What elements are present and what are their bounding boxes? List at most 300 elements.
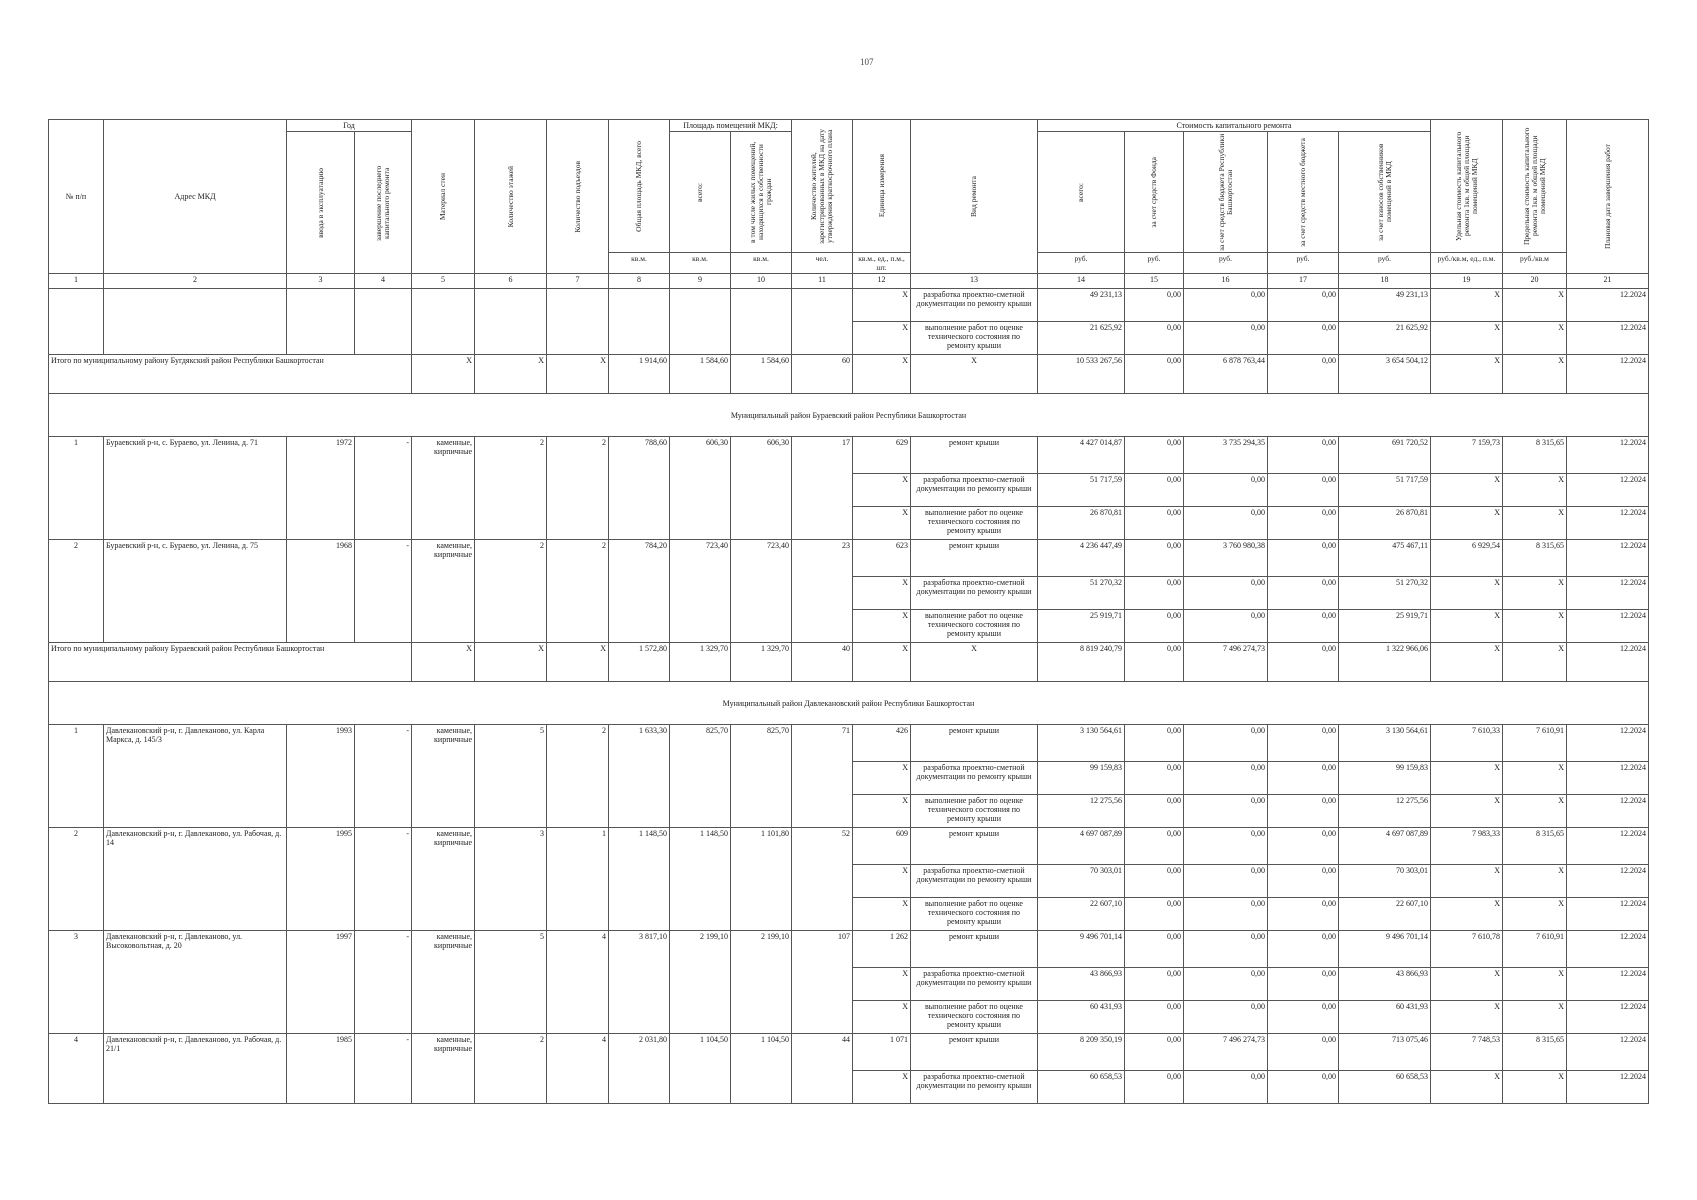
cost-republic: 0,00 xyxy=(1184,865,1268,898)
column-number: 2 xyxy=(104,274,287,289)
empty-cell xyxy=(287,289,355,355)
address: Давлекановский р-н, г. Давлеканово, ул. Высоковольтная, д. 20 xyxy=(104,931,287,1034)
cost-republic: 0,00 xyxy=(1184,898,1268,931)
residents: 60 xyxy=(792,355,853,394)
deadline: 12.2024 xyxy=(1567,437,1649,474)
cost-total: 51 270,32 xyxy=(1038,577,1125,610)
cost-total: 49 231,13 xyxy=(1038,289,1125,322)
x-mark: X xyxy=(1503,968,1567,1001)
unit-rub-per-unit: руб./кв.м, ед., п.м. xyxy=(1431,253,1503,274)
total-row xyxy=(49,643,1649,682)
x-mark: X xyxy=(1431,474,1503,507)
cost-total: 4 427 014,87 xyxy=(1038,437,1125,474)
x-mark: X xyxy=(1503,355,1567,394)
cost-republic: 6 878 763,44 xyxy=(1184,355,1268,394)
table-row xyxy=(49,1034,1649,1071)
empty-cell xyxy=(792,289,853,355)
cost-republic: 0,00 xyxy=(1184,795,1268,828)
residents: 52 xyxy=(792,828,853,931)
repair-type: разработка проектно-сметной документации по ремонту крыши xyxy=(911,968,1038,1001)
repair-type: выполнение работ по оценке технического состояния по ремонту крыши xyxy=(911,610,1038,643)
column-number: 1 xyxy=(49,274,104,289)
unit-cost: 6 929,54 xyxy=(1431,540,1503,577)
floors: 2 xyxy=(475,1034,547,1104)
cost-owners: 25 919,71 xyxy=(1339,610,1431,643)
total-area: 2 031,80 xyxy=(609,1034,670,1104)
deadline: 12.2024 xyxy=(1567,1034,1649,1071)
x-mark: X xyxy=(1431,577,1503,610)
cost-fund: 0,00 xyxy=(1125,437,1184,474)
year-commission: 1985 xyxy=(287,1034,355,1104)
cost-total: 8 209 350,19 xyxy=(1038,1034,1125,1071)
cost-owners: 3 130 564,61 xyxy=(1339,725,1431,762)
deadline: 12.2024 xyxy=(1567,762,1649,795)
column-number: 17 xyxy=(1268,274,1339,289)
deadline: 12.2024 xyxy=(1567,643,1649,682)
column-number: 13 xyxy=(911,274,1038,289)
cost-republic: 7 496 274,73 xyxy=(1184,1034,1268,1071)
cost-total: 9 496 701,14 xyxy=(1038,931,1125,968)
repair-type: выполнение работ по оценке технического состояния по ремонту крыши xyxy=(911,1001,1038,1034)
header-max-cost: Предельная стоимость капитального ремонта 1кв. м общей площади помещений МКД xyxy=(1521,127,1547,245)
unit-people: чел. xyxy=(792,253,853,274)
x-mark: X xyxy=(547,355,609,394)
max-cost: 8 315,65 xyxy=(1503,1034,1567,1071)
cost-local: 0,00 xyxy=(1268,355,1339,394)
wall-material: каменные, кирпичные xyxy=(412,540,475,643)
cost-owners: 26 870,81 xyxy=(1339,507,1431,540)
empty-cell xyxy=(355,289,412,355)
x-mark: X xyxy=(1431,865,1503,898)
deadline: 12.2024 xyxy=(1567,898,1649,931)
premises-owned: 1 104,50 xyxy=(731,1034,792,1104)
x-mark: X xyxy=(475,643,547,682)
cost-total: 12 275,56 xyxy=(1038,795,1125,828)
cost-republic: 0,00 xyxy=(1184,762,1268,795)
cost-local: 0,00 xyxy=(1268,474,1339,507)
unit-rub-per-sqm: руб./кв.м xyxy=(1503,253,1567,274)
residents: 40 xyxy=(792,643,853,682)
cost-republic: 0,00 xyxy=(1184,828,1268,865)
x-mark: X xyxy=(1503,1001,1567,1034)
x-mark: X xyxy=(412,643,475,682)
x-mark: X xyxy=(1431,762,1503,795)
repair-type: выполнение работ по оценке технического состояния по ремонту крыши xyxy=(911,507,1038,540)
deadline: 12.2024 xyxy=(1567,931,1649,968)
header-floors: Количество этажей xyxy=(505,165,515,228)
row-number: 4 xyxy=(49,1034,104,1104)
premises-area: 1 148,50 xyxy=(670,828,731,931)
unit-rub-owners: руб. xyxy=(1339,253,1431,274)
section-title: Муниципальный район Давлекановский район Республики Башкортостан xyxy=(49,682,1649,725)
address: Давлекановский р-н, г. Давлеканово, ул. Рабочая, д. 14 xyxy=(104,828,287,931)
cost-fund: 0,00 xyxy=(1125,865,1184,898)
entrances: 4 xyxy=(547,1034,609,1104)
wall-material: каменные, кирпичные xyxy=(412,828,475,931)
cost-owners: 4 697 087,89 xyxy=(1339,828,1431,865)
premises-owned: 606,30 xyxy=(731,437,792,540)
total-label: Итого по муниципальному району Бураевский район Республики Башкортостан xyxy=(49,643,412,682)
floors: 3 xyxy=(475,828,547,931)
header-premises-owned: в том числе жилых помещений, находящихся в собственности граждан xyxy=(748,141,773,243)
cost-local: 0,00 xyxy=(1268,507,1339,540)
column-numbers-row xyxy=(49,274,1649,289)
column-number: 10 xyxy=(731,274,792,289)
repair-type: выполнение работ по оценке технического состояния по ремонту крыши xyxy=(911,795,1038,828)
header-wall-material: Материал стен xyxy=(438,172,447,221)
cost-republic: 0,00 xyxy=(1184,725,1268,762)
wall-material: каменные, кирпичные xyxy=(412,725,475,828)
header-cost: Стоимость капитального ремонта xyxy=(1038,120,1431,132)
header-address: Адрес МКД xyxy=(104,120,287,274)
cost-total: 26 870,81 xyxy=(1038,507,1125,540)
year-last-repair: - xyxy=(355,437,412,540)
header-entrances: Количество подъездов xyxy=(572,160,582,233)
premises-owned: 2 199,10 xyxy=(731,931,792,1034)
x-mark: X xyxy=(853,898,911,931)
header-residents: Количество жителей, зарегистрированных в МКД на дату утверждения краткосрочного плана xyxy=(809,128,834,244)
units: 1 262 xyxy=(853,931,911,968)
deadline: 12.2024 xyxy=(1567,540,1649,577)
unit-cost: 7 983,33 xyxy=(1431,828,1503,865)
repair-type: ремонт крыши xyxy=(911,437,1038,474)
x-mark: X xyxy=(853,1071,911,1104)
header-cost-fund: за счет средств Фонда xyxy=(1149,156,1158,228)
max-cost: 8 315,65 xyxy=(1503,437,1567,474)
entrances: 4 xyxy=(547,931,609,1034)
cost-fund: 0,00 xyxy=(1125,610,1184,643)
unit-area-owned: кв.м. xyxy=(731,253,792,274)
x-mark: X xyxy=(1431,507,1503,540)
column-number: 8 xyxy=(609,274,670,289)
year-last-repair: - xyxy=(355,725,412,828)
x-mark: X xyxy=(1431,355,1503,394)
cost-owners: 70 303,01 xyxy=(1339,865,1431,898)
total-row xyxy=(49,355,1649,394)
repair-type: разработка проектно-сметной документации по ремонту крыши xyxy=(911,474,1038,507)
cost-owners: 475 467,11 xyxy=(1339,540,1431,577)
cost-total: 60 431,93 xyxy=(1038,1001,1125,1034)
unit-cost: 7 610,33 xyxy=(1431,725,1503,762)
x-mark: X xyxy=(1431,322,1503,355)
address: Бураевский р-н, с. Бураево, ул. Ленина, д. 71 xyxy=(104,437,287,540)
total-area: 784,20 xyxy=(609,540,670,643)
max-cost: 8 315,65 xyxy=(1503,540,1567,577)
x-mark: X xyxy=(853,1001,911,1034)
repair-type: ремонт крыши xyxy=(911,725,1038,762)
row-number: 3 xyxy=(49,931,104,1034)
cost-fund: 0,00 xyxy=(1125,577,1184,610)
column-number: 18 xyxy=(1339,274,1431,289)
x-mark: X xyxy=(1431,795,1503,828)
x-mark: X xyxy=(1503,577,1567,610)
unit-cost: 7 610,78 xyxy=(1431,931,1503,968)
table-row xyxy=(49,540,1649,577)
column-number: 21 xyxy=(1567,274,1649,289)
cost-local: 0,00 xyxy=(1268,725,1339,762)
cost-owners: 51 717,59 xyxy=(1339,474,1431,507)
x-mark: X xyxy=(1503,610,1567,643)
column-number: 5 xyxy=(412,274,475,289)
cost-fund: 0,00 xyxy=(1125,762,1184,795)
year-last-repair: - xyxy=(355,931,412,1034)
floors: 5 xyxy=(475,725,547,828)
deadline: 12.2024 xyxy=(1567,474,1649,507)
premises-area: 1 584,60 xyxy=(670,355,731,394)
cost-owners: 21 625,92 xyxy=(1339,322,1431,355)
entrances: 1 xyxy=(547,828,609,931)
entrances: 2 xyxy=(547,540,609,643)
cost-owners: 60 431,93 xyxy=(1339,1001,1431,1034)
cost-local: 0,00 xyxy=(1268,795,1339,828)
x-mark: X xyxy=(1431,289,1503,322)
header-unit-cost: Удельная стоимость капитального ремонта 1кв. м общей площади помещений МКД xyxy=(1453,131,1479,241)
x-mark: X xyxy=(547,643,609,682)
deadline: 12.2024 xyxy=(1567,865,1649,898)
repair-type: ремонт крыши xyxy=(911,540,1038,577)
header-repair-type: Вид ремонта xyxy=(969,176,978,217)
deadline: 12.2024 xyxy=(1567,1071,1649,1104)
cost-total: 25 919,71 xyxy=(1038,610,1125,643)
column-number: 20 xyxy=(1503,274,1567,289)
cost-owners: 43 866,93 xyxy=(1339,968,1431,1001)
x-mark: X xyxy=(412,355,475,394)
cost-fund: 0,00 xyxy=(1125,898,1184,931)
cost-fund: 0,00 xyxy=(1125,931,1184,968)
x-mark: X xyxy=(1431,898,1503,931)
deadline: 12.2024 xyxy=(1567,289,1649,322)
deadline: 12.2024 xyxy=(1567,577,1649,610)
cost-fund: 0,00 xyxy=(1125,289,1184,322)
header-num: № п/п xyxy=(49,120,104,274)
deadline: 12.2024 xyxy=(1567,1001,1649,1034)
x-mark: X xyxy=(1503,1071,1567,1104)
unit-area-total: кв.м. xyxy=(609,253,670,274)
premises-area: 1 329,70 xyxy=(670,643,731,682)
cost-fund: 0,00 xyxy=(1125,355,1184,394)
floors: 2 xyxy=(475,540,547,643)
unit-rub-republic: руб. xyxy=(1184,253,1268,274)
premises-area: 1 104,50 xyxy=(670,1034,731,1104)
table-row xyxy=(49,725,1649,762)
units: 609 xyxy=(853,828,911,865)
residents: 17 xyxy=(792,437,853,540)
header-cost-republic: за счет средств бюджета Республики Башкортостан xyxy=(1216,133,1234,251)
empty-cell xyxy=(412,289,475,355)
cost-local: 0,00 xyxy=(1268,968,1339,1001)
year-commission: 1972 xyxy=(287,437,355,540)
section-row xyxy=(49,394,1649,437)
x-mark: X xyxy=(853,507,911,540)
cost-owners: 713 075,46 xyxy=(1339,1034,1431,1071)
cost-fund: 0,00 xyxy=(1125,1071,1184,1104)
deadline: 12.2024 xyxy=(1567,968,1649,1001)
x-mark: X xyxy=(853,865,911,898)
address: Давлекановский р-н, г. Давлеканово, ул. Карла Маркса, д. 145/3 xyxy=(104,725,287,828)
section-title: Муниципальный район Бураевский район Республики Башкортостан xyxy=(49,394,1649,437)
total-area: 1 633,30 xyxy=(609,725,670,828)
floors: 5 xyxy=(475,931,547,1034)
premises-area: 825,70 xyxy=(670,725,731,828)
cost-total: 22 607,10 xyxy=(1038,898,1125,931)
table-row xyxy=(49,289,1649,322)
cost-owners: 691 720,52 xyxy=(1339,437,1431,474)
cost-owners: 51 270,32 xyxy=(1339,577,1431,610)
x-mark: X xyxy=(1503,762,1567,795)
x-mark: X xyxy=(853,795,911,828)
cost-republic: 7 496 274,73 xyxy=(1184,643,1268,682)
deadline: 12.2024 xyxy=(1567,828,1649,865)
x-mark: X xyxy=(1431,610,1503,643)
column-number: 15 xyxy=(1125,274,1184,289)
row-number: 1 xyxy=(49,437,104,540)
x-mark: X xyxy=(853,610,911,643)
header-year-commission: ввода в эксплуатацию xyxy=(315,167,325,238)
units: 629 xyxy=(853,437,911,474)
empty-cell xyxy=(547,289,609,355)
total-label: Итого по муниципальному району Бугдякский район Республики Башкортостан xyxy=(49,355,412,394)
cost-local: 0,00 xyxy=(1268,1001,1339,1034)
cost-fund: 0,00 xyxy=(1125,643,1184,682)
cost-fund: 0,00 xyxy=(1125,507,1184,540)
repair-type: ремонт крыши xyxy=(911,828,1038,865)
x-mark: X xyxy=(1503,643,1567,682)
column-number: 4 xyxy=(355,274,412,289)
repair-type: выполнение работ по оценке технического состояния по ремонту крыши xyxy=(911,322,1038,355)
cost-total: 4 236 447,49 xyxy=(1038,540,1125,577)
cost-fund: 0,00 xyxy=(1125,540,1184,577)
header-premises-area: Площадь помещений МКД: xyxy=(670,120,792,132)
cost-local: 0,00 xyxy=(1268,322,1339,355)
cost-total: 70 303,01 xyxy=(1038,865,1125,898)
cost-republic: 0,00 xyxy=(1184,610,1268,643)
header-cost-total: всего: xyxy=(1076,182,1085,202)
unit-rub-fund: руб. xyxy=(1125,253,1184,274)
page-number: 107 xyxy=(860,57,874,67)
repair-type: X xyxy=(911,643,1038,682)
deadline: 12.2024 xyxy=(1567,322,1649,355)
cost-owners: 3 654 504,12 xyxy=(1339,355,1431,394)
cost-total: 21 625,92 xyxy=(1038,322,1125,355)
deadline: 12.2024 xyxy=(1567,507,1649,540)
x-mark: X xyxy=(1503,322,1567,355)
cost-local: 0,00 xyxy=(1268,931,1339,968)
cost-total: 60 658,53 xyxy=(1038,1071,1125,1104)
cost-fund: 0,00 xyxy=(1125,322,1184,355)
cost-republic: 0,00 xyxy=(1184,507,1268,540)
cost-total: 43 866,93 xyxy=(1038,968,1125,1001)
table-row xyxy=(49,828,1649,865)
cost-local: 0,00 xyxy=(1268,865,1339,898)
empty-cell xyxy=(609,289,670,355)
header-premises-total: всего: xyxy=(695,182,704,202)
cost-local: 0,00 xyxy=(1268,437,1339,474)
x-mark: X xyxy=(1503,865,1567,898)
cost-fund: 0,00 xyxy=(1125,968,1184,1001)
cost-local: 0,00 xyxy=(1268,610,1339,643)
repair-type: разработка проектно-сметной документации по ремонту крыши xyxy=(911,865,1038,898)
premises-owned: 1 101,80 xyxy=(731,828,792,931)
unit-rub-local: руб. xyxy=(1268,253,1339,274)
x-mark: X xyxy=(1503,507,1567,540)
x-mark: X xyxy=(1431,968,1503,1001)
premises-area: 606,30 xyxy=(670,437,731,540)
x-mark: X xyxy=(853,474,911,507)
x-mark: X xyxy=(853,643,911,682)
cost-local: 0,00 xyxy=(1268,898,1339,931)
cost-total: 10 533 267,56 xyxy=(1038,355,1125,394)
column-number: 9 xyxy=(670,274,731,289)
total-area: 1 148,50 xyxy=(609,828,670,931)
repair-type: разработка проектно-сметной документации по ремонту крыши xyxy=(911,289,1038,322)
x-mark: X xyxy=(1503,289,1567,322)
unit-units: кв.м., ед., п.м., шт. xyxy=(853,253,911,274)
cost-owners: 12 275,56 xyxy=(1339,795,1431,828)
cost-fund: 0,00 xyxy=(1125,828,1184,865)
x-mark: X xyxy=(1503,474,1567,507)
cost-republic: 0,00 xyxy=(1184,577,1268,610)
x-mark: X xyxy=(1431,1071,1503,1104)
residents: 23 xyxy=(792,540,853,643)
deadline: 12.2024 xyxy=(1567,355,1649,394)
cost-owners: 9 496 701,14 xyxy=(1339,931,1431,968)
header-cost-local: за счет средств местного бюджета xyxy=(1298,137,1307,247)
header-deadline: Плановая дата завершения работ xyxy=(1602,143,1612,250)
premises-area: 723,40 xyxy=(670,540,731,643)
cost-republic: 0,00 xyxy=(1184,474,1268,507)
unit-rub-total: руб. xyxy=(1038,253,1125,274)
units: 1 071 xyxy=(853,1034,911,1071)
column-number: 16 xyxy=(1184,274,1268,289)
cost-owners: 49 231,13 xyxy=(1339,289,1431,322)
unit-cost: 7 159,73 xyxy=(1431,437,1503,474)
row-number: 2 xyxy=(49,828,104,931)
cost-total: 8 819 240,79 xyxy=(1038,643,1125,682)
cost-local: 0,00 xyxy=(1268,1071,1339,1104)
repair-type: ремонт крыши xyxy=(911,931,1038,968)
table-row xyxy=(49,931,1649,968)
x-mark: X xyxy=(853,968,911,1001)
empty-cell xyxy=(49,289,104,355)
cost-total: 4 697 087,89 xyxy=(1038,828,1125,865)
empty-cell xyxy=(670,289,731,355)
x-mark: X xyxy=(853,322,911,355)
residents: 44 xyxy=(792,1034,853,1104)
total-area: 788,60 xyxy=(609,437,670,540)
cost-fund: 0,00 xyxy=(1125,1034,1184,1071)
empty-cell xyxy=(475,289,547,355)
cost-total: 51 717,59 xyxy=(1038,474,1125,507)
empty-cell xyxy=(731,289,792,355)
repair-type: выполнение работ по оценке технического состояния по ремонту крыши xyxy=(911,898,1038,931)
column-number: 7 xyxy=(547,274,609,289)
section-row xyxy=(49,682,1649,725)
year-commission: 1997 xyxy=(287,931,355,1034)
cost-fund: 0,00 xyxy=(1125,795,1184,828)
premises-owned: 1 584,60 xyxy=(731,355,792,394)
year-last-repair: - xyxy=(355,540,412,643)
empty-cell xyxy=(104,289,287,355)
cost-republic: 0,00 xyxy=(1184,931,1268,968)
cost-local: 0,00 xyxy=(1268,762,1339,795)
wall-material: каменные, кирпичные xyxy=(412,437,475,540)
max-cost: 8 315,65 xyxy=(1503,828,1567,865)
column-number: 12 xyxy=(853,274,911,289)
x-mark: X xyxy=(853,762,911,795)
cost-republic: 3 760 980,38 xyxy=(1184,540,1268,577)
x-mark: X xyxy=(1503,898,1567,931)
cost-republic: 3 735 294,35 xyxy=(1184,437,1268,474)
